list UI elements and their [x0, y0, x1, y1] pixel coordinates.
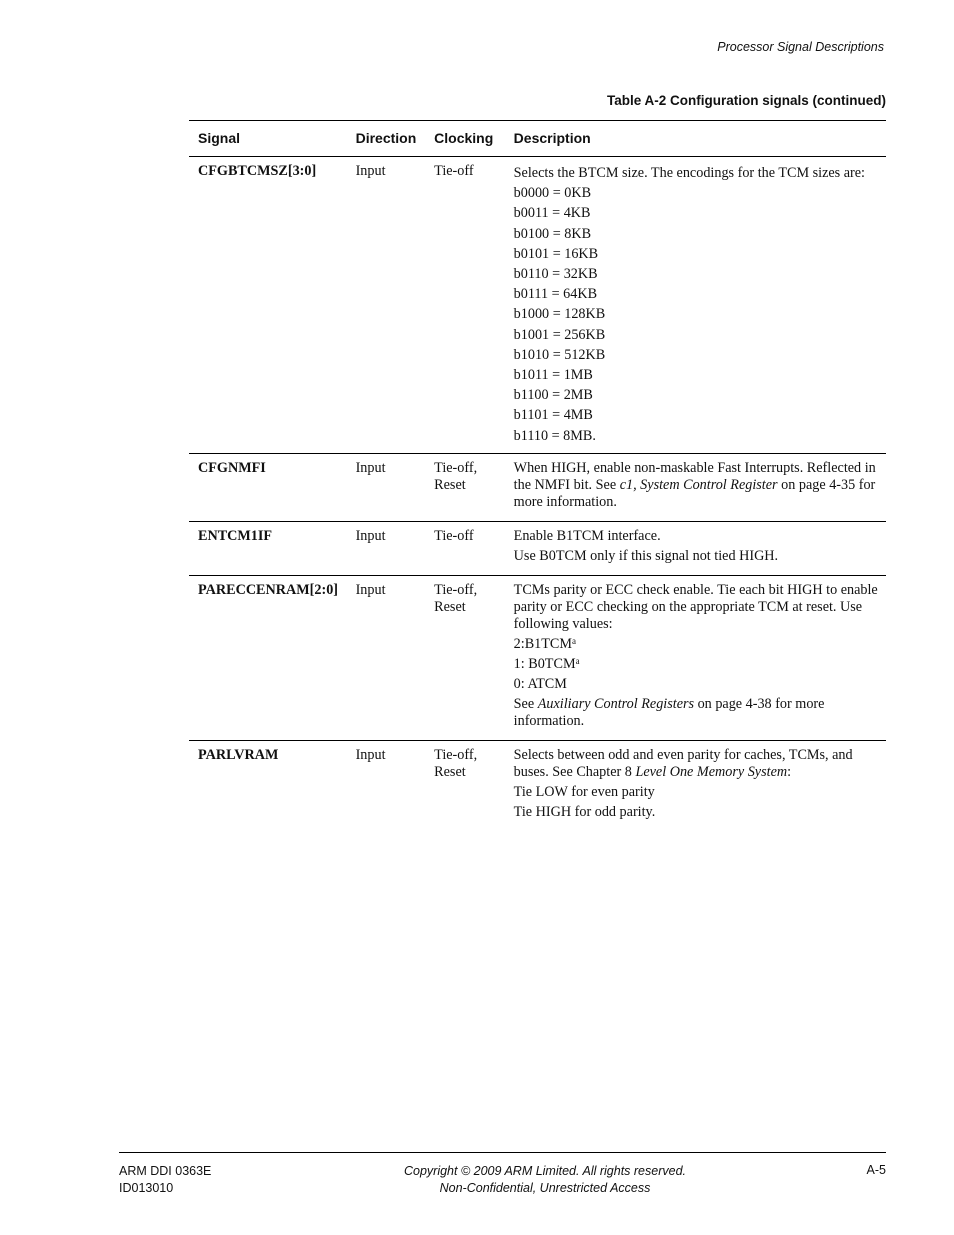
description-text-pre: See: [513, 695, 538, 712]
description-line: Tie HIGH for odd parity.: [513, 803, 656, 820]
signal-description: [514, 740, 886, 831]
clocking-line: Tie-off,: [434, 746, 478, 763]
value-item: [514, 656, 878, 673]
page-number: A-5: [866, 1163, 886, 1177]
running-header: Processor Signal Descriptions: [717, 40, 884, 54]
signal-name: CFGBTCMSZ[3:0]: [189, 157, 356, 454]
column-header-clocking: Clocking: [434, 121, 514, 157]
footer-divider: [119, 1152, 886, 1153]
column-header-direction: Direction: [356, 121, 435, 157]
value-item: [514, 636, 878, 653]
encoding-item: b1010 = 512KB: [513, 346, 606, 363]
signal-name: ENTCM1IF: [189, 521, 356, 575]
footnote-mark[interactable]: a: [575, 655, 580, 666]
encoding-item: b1001 = 256KB: [513, 326, 606, 343]
copyright-notice: Copyright © 2009 ARM Limited. All rights reserved.: [403, 1164, 686, 1178]
footnote-mark[interactable]: a: [572, 635, 577, 646]
description-intro: Selects the BTCM size. The encodings for the TCM sizes are:: [513, 165, 865, 181]
encoding-item: b0100 = 8KB: [513, 225, 592, 242]
document-number: ARM DDI 0363E: [119, 1164, 212, 1178]
signal-direction: Input: [355, 746, 386, 763]
table-row: [189, 157, 886, 454]
description-line: Use B0TCM only if this signal not tied HIGH.: [513, 547, 779, 564]
signal-direction: Input: [356, 157, 435, 454]
column-header-description: Description: [514, 121, 886, 157]
description-text-pre: Selects between odd and even parity for caches, TCMs, and buses. See Chapter 8: [513, 746, 853, 780]
description-text-post: on page 4-38 for more information.: [513, 695, 825, 729]
encoding-item: b1011 = 1MB: [513, 367, 593, 384]
table-row: [189, 521, 886, 575]
signal-clocking: Tie-off: [434, 157, 514, 454]
value-item: 0: ATCM: [513, 675, 567, 692]
encoding-item: b0011 = 4KB: [513, 205, 591, 222]
cross-reference-link[interactable]: Level One Memory System: [635, 763, 788, 780]
signal-direction: Input: [356, 453, 435, 521]
signal-name: PARECCENRAM[2:0]: [189, 575, 356, 740]
footer-legal: [340, 1163, 750, 1197]
clocking-line: Reset: [434, 763, 466, 780]
encoding-item: b0111 = 64KB: [513, 286, 598, 303]
signal-name: CFGNMFI: [189, 453, 356, 521]
encoding-item: b0101 = 16KB: [513, 245, 599, 262]
encoding-item: b1000 = 128KB: [513, 306, 606, 323]
description-text-pre: When HIGH, enable non-maskable Fast Interrupts. Reflected in the NMFI bit. See: [513, 459, 876, 493]
table-row: [189, 575, 886, 740]
footer-document-ids: [119, 1163, 211, 1197]
signal-direction: Input: [356, 575, 435, 740]
clocking-line: Reset: [434, 476, 466, 493]
encoding-item: b1110 = 8MB.: [513, 427, 596, 444]
signal-clocking: Tie-off: [434, 521, 514, 575]
description-text-post: on page 4-35 for more information.: [513, 476, 876, 510]
description-text: [514, 747, 878, 781]
configuration-signals-table: [189, 120, 886, 831]
signal-clocking: [434, 575, 514, 740]
signal-description: [514, 521, 886, 575]
issue-id: ID013010: [119, 1181, 174, 1195]
access-notice: Non-Confidential, Unrestricted Access: [439, 1181, 651, 1195]
column-header-signal: Signal: [189, 121, 356, 157]
signal-clocking: [434, 453, 514, 521]
table-caption: Table A-2 Configuration signals (continued): [607, 93, 886, 108]
clocking-line: Tie-off,: [434, 581, 478, 598]
clocking-line: Reset: [434, 598, 466, 615]
value-text: 2:B1TCM: [513, 635, 573, 652]
signal-description: [514, 157, 886, 454]
table-row: [189, 740, 886, 831]
table-row: [189, 453, 886, 521]
signal-name: PARLVRAM: [198, 746, 279, 763]
encoding-item: b0110 = 32KB: [513, 266, 598, 283]
description-line: Tie LOW for even parity: [513, 783, 655, 800]
encoding-item: b1100 = 2MB: [513, 387, 593, 404]
description-line: Enable B1TCM interface.: [513, 527, 661, 544]
table-header-row: [189, 121, 886, 157]
cross-reference-link[interactable]: Auxiliary Control Registers: [537, 695, 695, 712]
signal-clocking: [434, 740, 514, 831]
description-intro: TCMs parity or ECC check enable. Tie each bit HIGH to enable parity or ECC checking on the appropriate TCM at reset. Use following values:: [513, 581, 878, 632]
signal-direction: Input: [356, 521, 435, 575]
description-text: [514, 460, 878, 511]
description-text-post: :: [787, 763, 792, 780]
cross-reference-link[interactable]: c1, System Control Register: [619, 476, 778, 493]
description-text: [514, 696, 878, 730]
encoding-item: b1101 = 4MB: [513, 407, 593, 424]
encoding-item: b0000 = 0KB: [513, 185, 592, 202]
value-text: 1: B0TCM: [513, 655, 576, 672]
clocking-line: Tie-off,: [434, 459, 478, 476]
signal-description: [514, 453, 886, 521]
signal-description: [514, 575, 886, 740]
